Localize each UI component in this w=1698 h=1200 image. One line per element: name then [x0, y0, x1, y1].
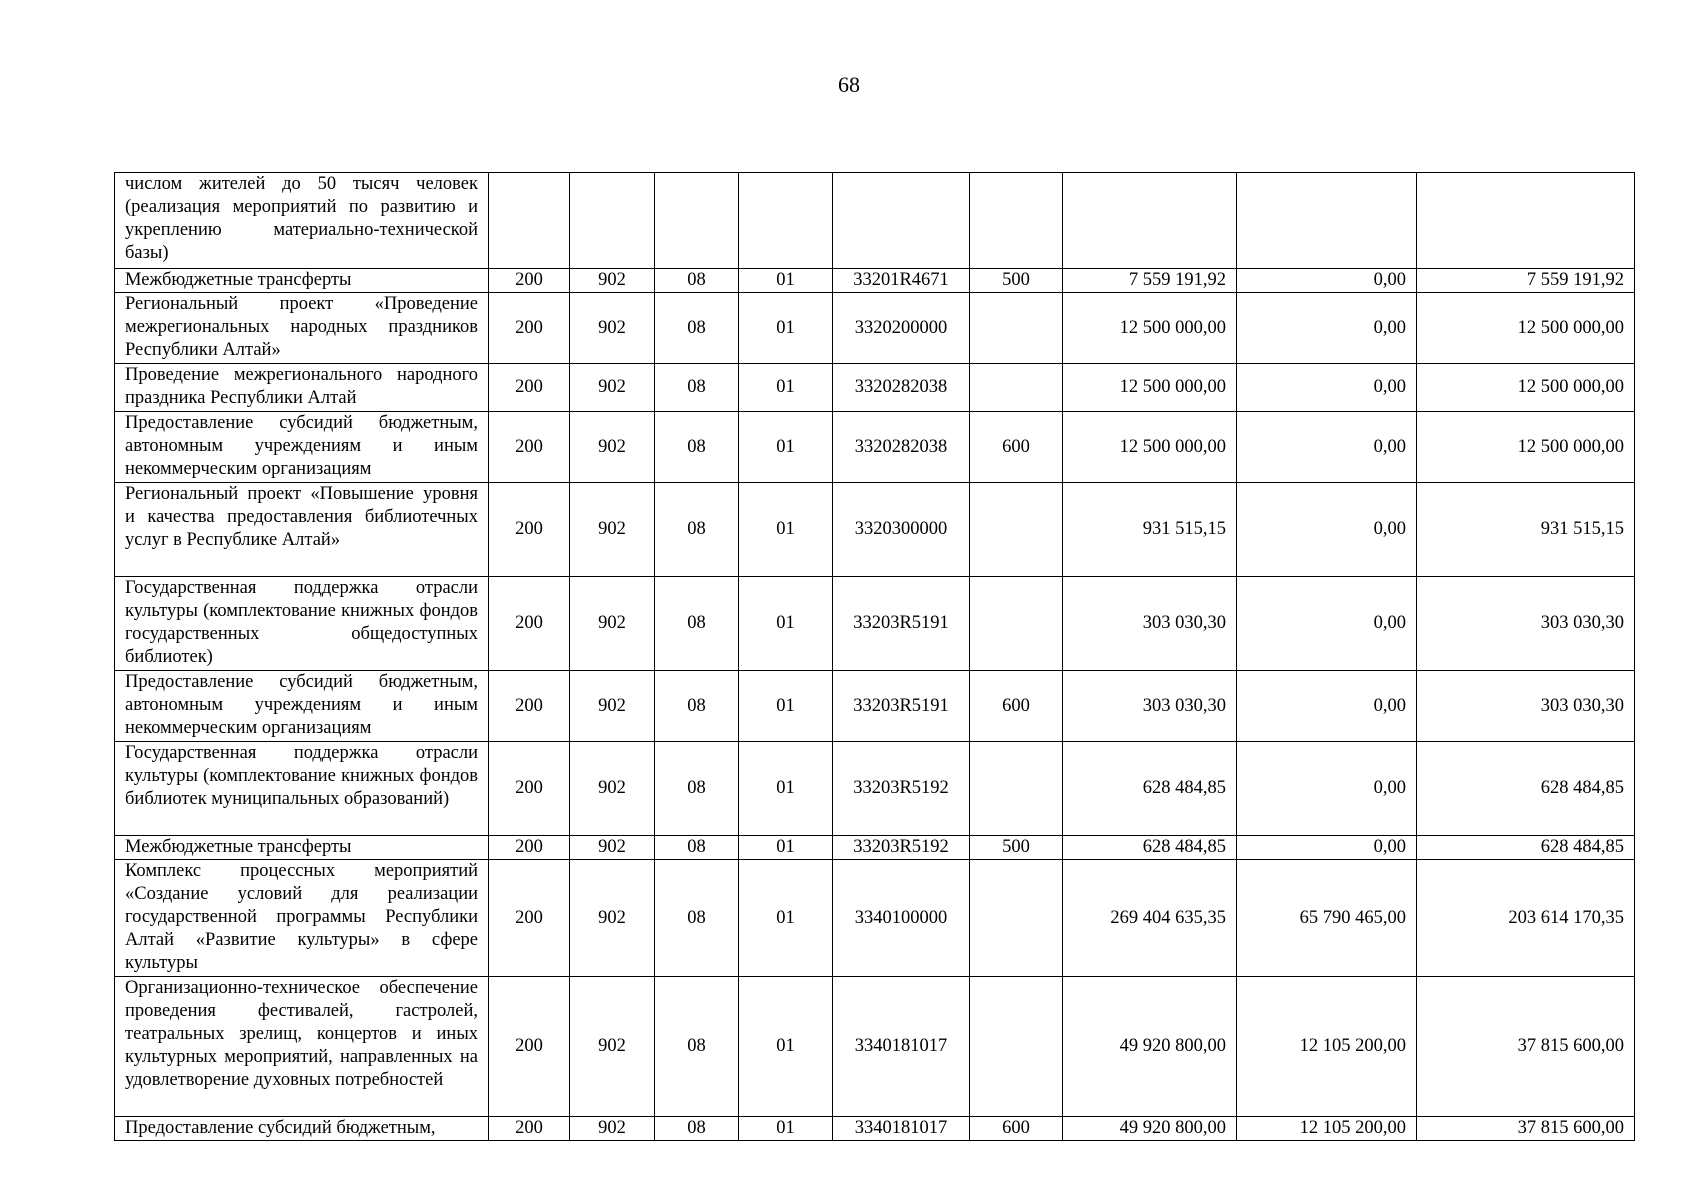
row-code-1: 200	[489, 836, 570, 860]
row-amount-total: 49 920 800,00	[1063, 977, 1237, 1117]
row-description: Предоставление субсидий бюджетным, автономным учреждениям и иным некоммерческим организациям	[115, 671, 489, 742]
row-code-1: 200	[489, 671, 570, 742]
row-code-subsection: 01	[739, 577, 833, 671]
row-amount-total: 12 500 000,00	[1063, 293, 1237, 364]
row-code-target-article: 33203R5191	[833, 671, 970, 742]
row-code-expense-type	[970, 977, 1063, 1117]
row-code-subsection: 01	[739, 977, 833, 1117]
row-code-1: 200	[489, 577, 570, 671]
table-row	[115, 577, 1635, 671]
row-code-expense-type: 600	[970, 412, 1063, 483]
row-amount-federal: 0,00	[1237, 671, 1417, 742]
row-code-1: 200	[489, 412, 570, 483]
row-amount-total: 931 515,15	[1063, 483, 1237, 577]
table-row	[115, 412, 1635, 483]
row-code-subsection	[739, 173, 833, 269]
row-code-ministry: 902	[570, 269, 655, 293]
row-code-ministry: 902	[570, 742, 655, 836]
row-code-section	[655, 173, 739, 269]
table-row	[115, 742, 1635, 836]
row-code-expense-type	[970, 293, 1063, 364]
row-code-1: 200	[489, 483, 570, 577]
row-code-subsection: 01	[739, 483, 833, 577]
row-code-expense-type	[970, 860, 1063, 977]
row-code-1: 200	[489, 269, 570, 293]
row-code-ministry: 902	[570, 860, 655, 977]
row-amount-federal: 0,00	[1237, 836, 1417, 860]
row-amount-total	[1063, 173, 1237, 269]
row-description: Предоставление субсидий бюджетным, автономным учреждениям и иным некоммерческим организациям	[115, 412, 489, 483]
row-code-1: 200	[489, 977, 570, 1117]
table-row	[115, 671, 1635, 742]
row-amount-regional: 7 559 191,92	[1417, 269, 1635, 293]
row-code-target-article: 3340181017	[833, 977, 970, 1117]
row-code-section: 08	[655, 860, 739, 977]
row-code-section: 08	[655, 293, 739, 364]
row-code-1: 200	[489, 742, 570, 836]
row-amount-regional	[1417, 173, 1635, 269]
row-code-ministry: 902	[570, 977, 655, 1117]
row-amount-federal: 0,00	[1237, 293, 1417, 364]
row-amount-federal: 0,00	[1237, 483, 1417, 577]
page-number: 68	[838, 72, 860, 97]
table-row	[115, 860, 1635, 977]
row-code-ministry: 902	[570, 671, 655, 742]
table-row	[115, 269, 1635, 293]
row-code-target-article	[833, 173, 970, 269]
table-row	[115, 977, 1635, 1117]
row-code-subsection: 01	[739, 293, 833, 364]
row-amount-total: 303 030,30	[1063, 671, 1237, 742]
row-code-ministry: 902	[570, 364, 655, 412]
row-code-subsection: 01	[739, 1117, 833, 1141]
row-description: Межбюджетные трансферты	[115, 836, 489, 860]
row-code-subsection: 01	[739, 412, 833, 483]
row-amount-total: 7 559 191,92	[1063, 269, 1237, 293]
row-amount-federal: 0,00	[1237, 269, 1417, 293]
row-code-section: 08	[655, 836, 739, 860]
row-amount-regional: 931 515,15	[1417, 483, 1635, 577]
row-amount-total: 49 920 800,00	[1063, 1117, 1237, 1141]
row-description: числом жителей до 50 тысяч человек (реализация мероприятий по развитию и укреплению материально-технической базы)	[115, 173, 489, 269]
table-row	[115, 1117, 1635, 1141]
row-code-subsection: 01	[739, 860, 833, 977]
row-code-target-article: 3320200000	[833, 293, 970, 364]
row-code-section: 08	[655, 1117, 739, 1141]
row-description: Государственная поддержка отрасли культуры (комплектование книжных фондов библиотек муниципальных образований)	[115, 742, 489, 836]
row-amount-federal: 65 790 465,00	[1237, 860, 1417, 977]
row-amount-regional: 12 500 000,00	[1417, 364, 1635, 412]
row-code-expense-type	[970, 483, 1063, 577]
row-code-section: 08	[655, 412, 739, 483]
row-code-section: 08	[655, 671, 739, 742]
row-amount-total: 303 030,30	[1063, 577, 1237, 671]
row-code-ministry	[570, 173, 655, 269]
row-description: Межбюджетные трансферты	[115, 269, 489, 293]
row-description: Предоставление субсидий бюджетным,	[115, 1117, 489, 1141]
row-amount-federal	[1237, 173, 1417, 269]
row-code-target-article: 3320300000	[833, 483, 970, 577]
row-code-expense-type: 500	[970, 836, 1063, 860]
row-code-section: 08	[655, 364, 739, 412]
row-code-subsection: 01	[739, 836, 833, 860]
row-code-1: 200	[489, 364, 570, 412]
row-amount-regional: 628 484,85	[1417, 836, 1635, 860]
row-code-1: 200	[489, 293, 570, 364]
row-amount-regional: 12 500 000,00	[1417, 293, 1635, 364]
row-amount-total: 12 500 000,00	[1063, 364, 1237, 412]
row-code-expense-type	[970, 577, 1063, 671]
row-amount-federal: 12 105 200,00	[1237, 977, 1417, 1117]
row-amount-federal: 12 105 200,00	[1237, 1117, 1417, 1141]
row-code-expense-type	[970, 364, 1063, 412]
row-code-ministry: 902	[570, 293, 655, 364]
row-code-section: 08	[655, 269, 739, 293]
row-amount-total: 628 484,85	[1063, 836, 1237, 860]
row-code-subsection: 01	[739, 269, 833, 293]
row-code-expense-type	[970, 173, 1063, 269]
row-code-target-article: 3320282038	[833, 364, 970, 412]
row-code-section: 08	[655, 577, 739, 671]
budget-table	[114, 172, 1635, 1141]
row-code-subsection: 01	[739, 364, 833, 412]
row-amount-regional: 203 614 170,35	[1417, 860, 1635, 977]
row-code-ministry: 902	[570, 577, 655, 671]
row-code-expense-type	[970, 742, 1063, 836]
row-amount-regional: 12 500 000,00	[1417, 412, 1635, 483]
row-amount-regional: 303 030,30	[1417, 577, 1635, 671]
table-row	[115, 173, 1635, 269]
row-amount-federal: 0,00	[1237, 412, 1417, 483]
row-description: Региональный проект «Повышение уровня и качества предоставления библиотечных услуг в Республике Алтай»	[115, 483, 489, 577]
row-amount-regional: 37 815 600,00	[1417, 1117, 1635, 1141]
row-code-subsection: 01	[739, 742, 833, 836]
row-description: Проведение межрегионального народного праздника Республики Алтай	[115, 364, 489, 412]
row-amount-federal: 0,00	[1237, 577, 1417, 671]
row-code-target-article: 33203R5192	[833, 742, 970, 836]
row-code-target-article: 33203R5191	[833, 577, 970, 671]
row-description: Комплекс процессных мероприятий «Создание условий для реализации государственной программы Республики Алтай «Развитие культуры» в сфере культуры	[115, 860, 489, 977]
row-code-ministry: 902	[570, 412, 655, 483]
row-code-ministry: 902	[570, 836, 655, 860]
row-code-section: 08	[655, 483, 739, 577]
row-code-expense-type: 500	[970, 269, 1063, 293]
row-description: Организационно-техническое обеспечение проведения фестивалей, гастролей, театральных зрелищ, концертов и иных культурных мероприятий, направленных на удовлетворение духовных потребностей	[115, 977, 489, 1117]
row-code-section: 08	[655, 977, 739, 1117]
row-amount-total: 269 404 635,35	[1063, 860, 1237, 977]
row-code-1: 200	[489, 860, 570, 977]
row-description: Государственная поддержка отрасли культуры (комплектование книжных фондов государственных общедоступных библиотек)	[115, 577, 489, 671]
table-row	[115, 293, 1635, 364]
row-code-ministry: 902	[570, 1117, 655, 1141]
row-amount-regional: 37 815 600,00	[1417, 977, 1635, 1117]
row-code-target-article: 3340181017	[833, 1117, 970, 1141]
row-amount-total: 12 500 000,00	[1063, 412, 1237, 483]
table-row	[115, 364, 1635, 412]
row-code-1	[489, 173, 570, 269]
row-code-target-article: 33203R5192	[833, 836, 970, 860]
row-code-target-article: 3340100000	[833, 860, 970, 977]
row-code-1: 200	[489, 1117, 570, 1141]
row-amount-regional: 303 030,30	[1417, 671, 1635, 742]
row-description: Региональный проект «Проведение межрегиональных народных праздников Республики Алтай»	[115, 293, 489, 364]
row-amount-total: 628 484,85	[1063, 742, 1237, 836]
row-amount-federal: 0,00	[1237, 742, 1417, 836]
row-code-section: 08	[655, 742, 739, 836]
row-code-target-article: 33201R4671	[833, 269, 970, 293]
row-code-subsection: 01	[739, 671, 833, 742]
table-row	[115, 836, 1635, 860]
row-code-expense-type: 600	[970, 671, 1063, 742]
row-amount-regional: 628 484,85	[1417, 742, 1635, 836]
row-code-target-article: 3320282038	[833, 412, 970, 483]
table-row	[115, 483, 1635, 577]
row-code-ministry: 902	[570, 483, 655, 577]
row-amount-federal: 0,00	[1237, 364, 1417, 412]
row-code-expense-type: 600	[970, 1117, 1063, 1141]
